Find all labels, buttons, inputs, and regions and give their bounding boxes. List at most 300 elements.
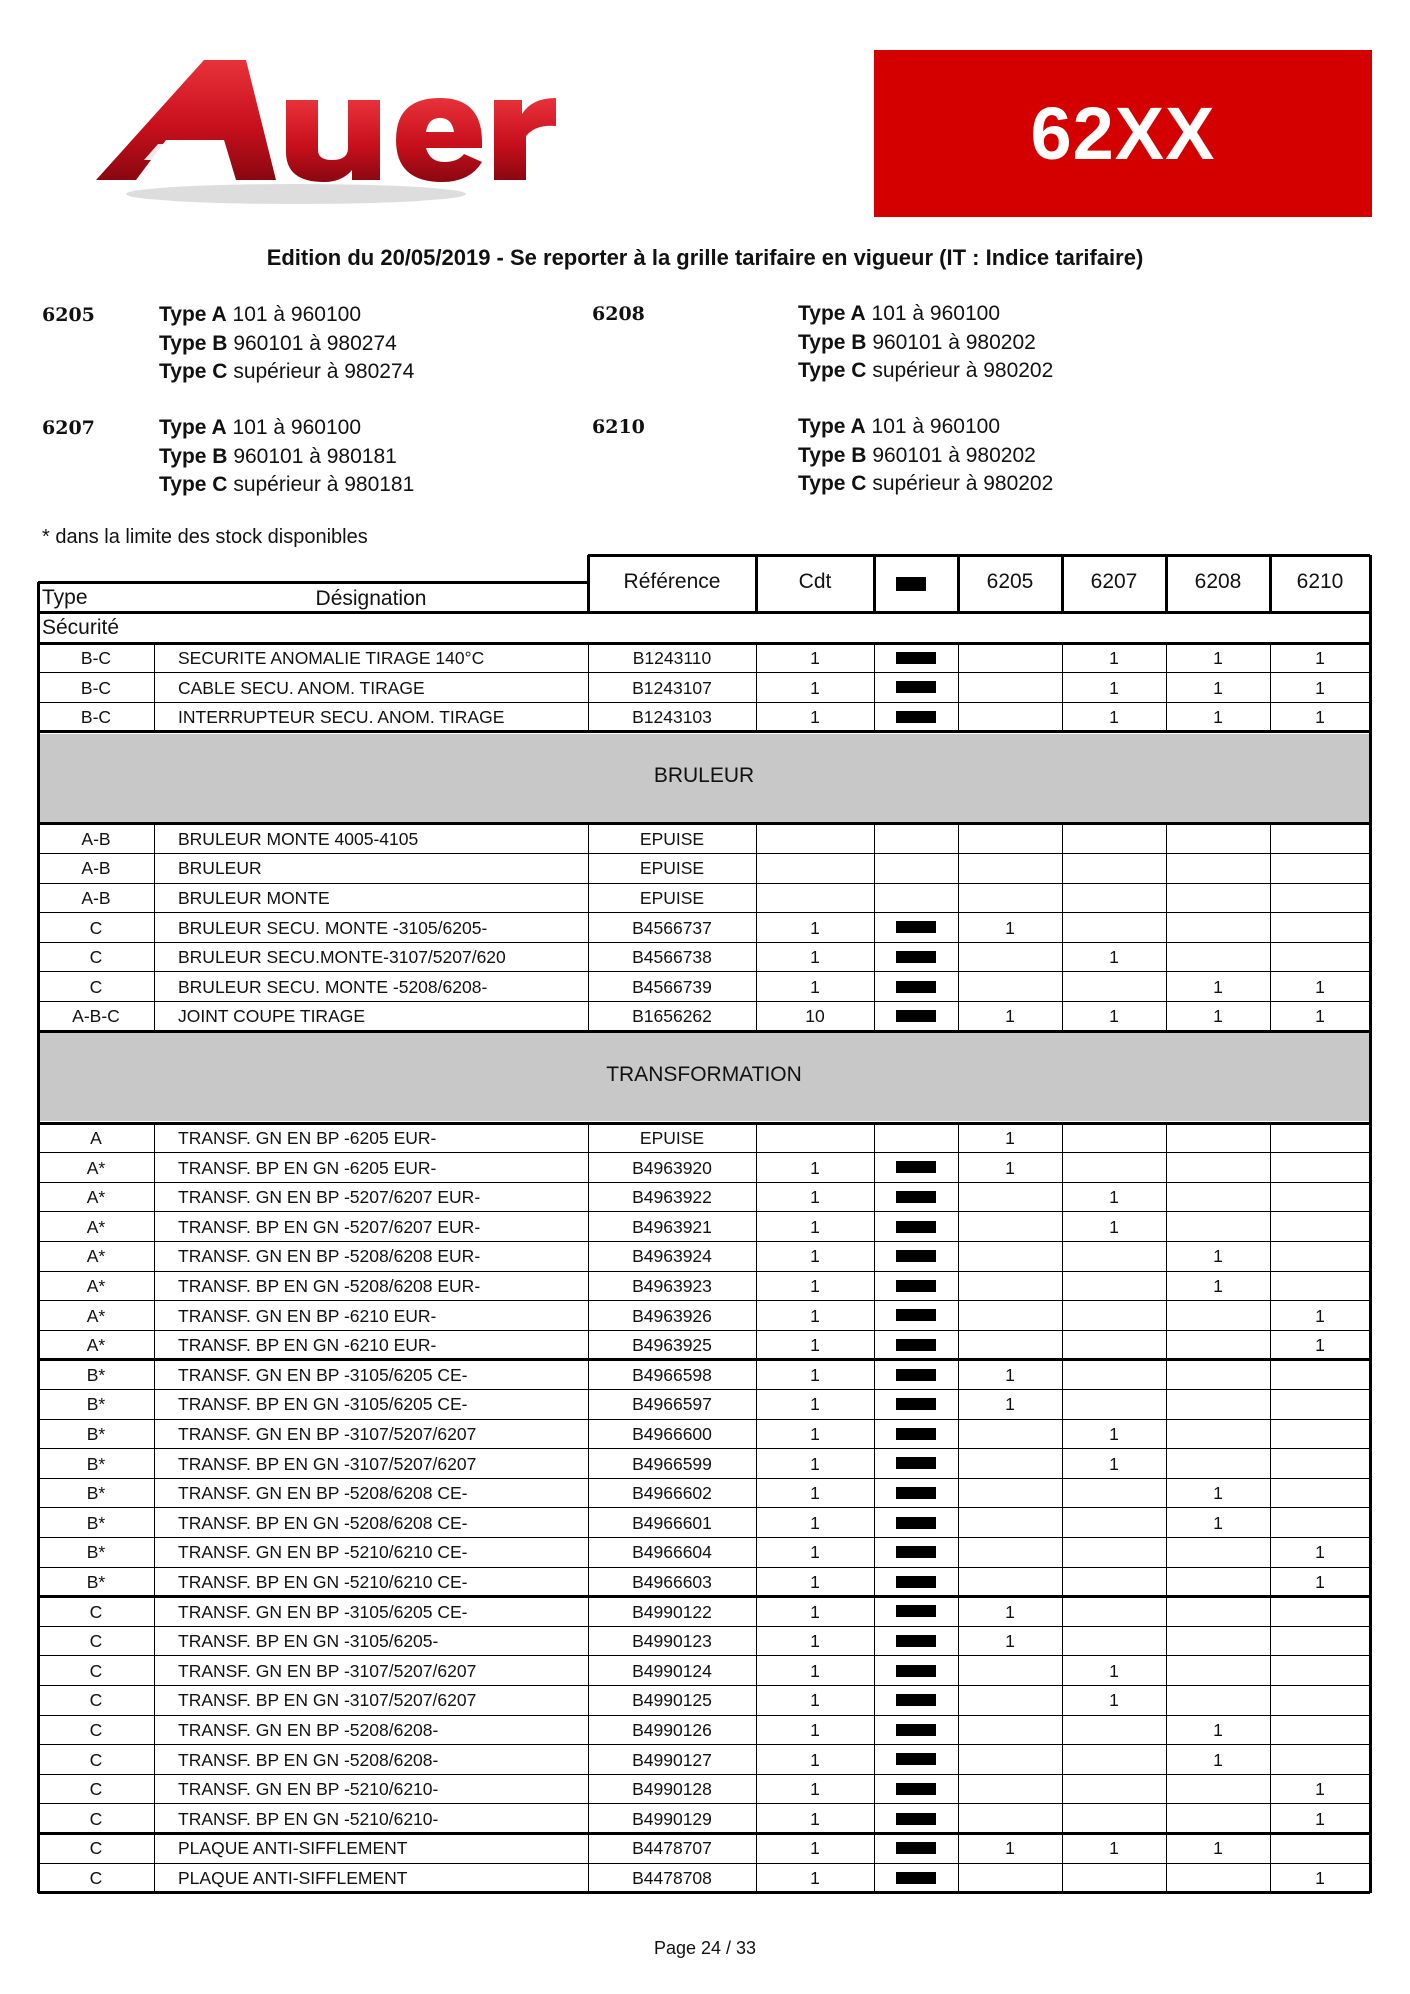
table-rule	[1369, 555, 1372, 612]
table-cell-designation: TRANSF. BP EN GN -5208/6208-	[178, 1749, 439, 1770]
table-rule	[588, 554, 1370, 557]
swatch-mark	[896, 1694, 936, 1706]
table-cell-cdt: 1	[810, 1690, 820, 1711]
type-line: Type B 960101 à 980274	[159, 331, 397, 355]
table-cell-m6205: 1	[1005, 1394, 1015, 1415]
table-cell-m6208: 1	[1213, 1006, 1223, 1027]
table-cell-cdt: 1	[810, 1187, 820, 1208]
table-rule	[756, 643, 757, 732]
table-cell-cdt: 1	[810, 1335, 820, 1356]
table-cell-m6210: 1	[1315, 1779, 1325, 1800]
table-cell-designation: TRANSF. BP EN GN -3105/6205 CE-	[178, 1394, 468, 1415]
table-rule	[1166, 643, 1167, 732]
table-cell-reference: B4966600	[632, 1424, 712, 1444]
header-swatch	[896, 577, 926, 591]
table-cell-reference: B1656262	[632, 1006, 712, 1027]
header-type: Type	[42, 586, 88, 609]
table-cell-m6208: 1	[1213, 707, 1223, 728]
table-rule	[38, 942, 1370, 943]
table-rule	[38, 1832, 1370, 1835]
table-rule	[38, 1537, 1370, 1538]
table-cell-m6210: 1	[1315, 1868, 1325, 1888]
table-cell-reference: B4963925	[632, 1335, 712, 1356]
table-cell-m6207: 1	[1109, 1690, 1119, 1711]
table-cell-m6207: 1	[1109, 1660, 1119, 1681]
table-cell-type: C	[89, 1838, 103, 1859]
table-cell-type: B*	[86, 1394, 106, 1415]
type-line: Type C supérieur à 980202	[798, 359, 1054, 382]
table-cell-m6208: 1	[1213, 1246, 1223, 1267]
type-line: Type B 960101 à 980202	[798, 330, 1036, 354]
type-line: Type A 101 à 960100	[798, 302, 1000, 325]
table-cell-designation: INTERRUPTEUR SECU. ANOM. TIRAGE	[178, 707, 505, 728]
swatch-mark	[896, 1398, 936, 1410]
table-cell-type: C	[89, 947, 103, 968]
table-cell-cdt: 1	[810, 1572, 820, 1592]
table-cell-reference: B4963924	[632, 1246, 712, 1267]
swatch-mark	[896, 1605, 936, 1617]
table-cell-cdt: 10	[805, 1006, 825, 1027]
table-rule	[588, 1123, 589, 1893]
table-cell-type: C	[89, 1779, 103, 1800]
table-cell-type: A*	[86, 1335, 106, 1356]
table-cell-cdt: 1	[810, 976, 820, 997]
table-cell-m6210: 1	[1315, 1305, 1325, 1326]
table-cell-cdt: 1	[810, 1157, 820, 1178]
table-cell-m6207: 1	[1109, 1216, 1119, 1237]
table-cell-reference: EPUISE	[639, 888, 705, 908]
table-rule	[37, 582, 40, 612]
type-line: Type C supérieur à 980202	[798, 472, 1054, 495]
table-cell-type: A*	[86, 1157, 106, 1178]
swatch-mark	[896, 1250, 936, 1262]
table-cell-designation: TRANSF. GN EN BP -5208/6208 EUR-	[178, 1246, 481, 1267]
table-cell-reference: B4963922	[632, 1187, 712, 1208]
table-cell-m6205: 1	[1005, 1838, 1015, 1859]
table-cell-m6205: 1	[1005, 1364, 1015, 1385]
table-cell-type: C	[89, 1601, 103, 1622]
table-rule	[154, 643, 155, 732]
table-cell-m6210: 1	[1315, 976, 1325, 997]
table-cell-m6208: 1	[1213, 976, 1223, 997]
model-box	[874, 50, 1372, 217]
table-cell-designation: CABLE SECU. ANOM. TIRAGE	[178, 677, 425, 698]
table-cell-cdt: 1	[810, 1483, 820, 1504]
table-rule	[38, 1891, 1370, 1894]
table-cell-designation: TRANSF. GN EN BP -3107/5207/6207	[178, 1660, 477, 1681]
table-rule	[38, 1358, 1370, 1361]
table-rule	[1270, 1123, 1271, 1893]
table-cell-type: B-C	[80, 707, 112, 728]
swatch-mark	[896, 1191, 936, 1203]
table-cell-type: A*	[86, 1305, 106, 1326]
table-cell-reference: B1243103	[632, 707, 712, 728]
table-rule	[1062, 1123, 1063, 1893]
table-rule	[38, 642, 1370, 645]
table-rule	[756, 1123, 757, 1893]
table-cell-type: C	[89, 1749, 103, 1770]
table-cell-m6208: 1	[1213, 648, 1223, 668]
table-cell-type: B*	[86, 1453, 106, 1474]
table-cell-type: B*	[86, 1542, 106, 1563]
model-code: 6210	[592, 416, 645, 438]
table-rule	[874, 824, 875, 1031]
table-rule	[38, 1300, 1370, 1301]
table-cell-m6205: 1	[1005, 1128, 1015, 1148]
table-cell-m6205: 1	[1005, 917, 1015, 938]
table-cell-type: C	[89, 1631, 103, 1652]
table-cell-reference: B4566738	[632, 947, 712, 968]
model-box-label: 62XX	[1030, 92, 1216, 175]
table-cell-m6207: 1	[1109, 1424, 1119, 1444]
table-cell-designation: BRULEUR SECU. MONTE -5208/6208-	[178, 976, 488, 997]
table-cell-reference: B4966597	[632, 1394, 712, 1415]
table-cell-cdt: 1	[810, 1749, 820, 1770]
swatch-mark	[896, 1872, 936, 1884]
table-cell-m6205: 1	[1005, 1601, 1015, 1622]
table-cell-cdt: 1	[810, 1305, 820, 1326]
table-rule	[1270, 824, 1271, 1031]
table-cell-reference: EPUISE	[639, 828, 705, 849]
table-cell-reference: B4966604	[632, 1542, 712, 1563]
table-rule	[588, 824, 589, 1031]
table-cell-designation: TRANSF. GN EN BP -5210/6210 CE-	[178, 1542, 468, 1563]
table-cell-m6208: 1	[1213, 1749, 1223, 1770]
table-cell-cdt: 1	[810, 1453, 820, 1474]
auer-logo	[96, 52, 576, 212]
swatch-mark	[896, 1635, 936, 1647]
table-rule	[1062, 643, 1063, 732]
table-rule	[1270, 643, 1271, 732]
table-cell-m6208: 1	[1213, 1512, 1223, 1533]
table-cell-cdt: 1	[810, 1838, 820, 1859]
table-cell-reference: EPUISE	[639, 858, 705, 879]
table-cell-reference: B4990124	[632, 1660, 712, 1681]
swatch-mark	[896, 1487, 936, 1499]
table-cell-m6210: 1	[1315, 1006, 1325, 1027]
table-rule	[1269, 555, 1272, 612]
swatch-mark	[896, 1339, 936, 1351]
swatch-mark	[896, 1428, 936, 1440]
table-cell-cdt: 1	[810, 917, 820, 938]
table-rule	[37, 612, 40, 1893]
model-code: 6208	[592, 303, 645, 325]
table-cell-designation: TRANSF. GN EN BP -5208/6208-	[178, 1720, 439, 1740]
table-cell-type: C	[89, 1808, 103, 1829]
table-cell-designation: TRANSF. GN EN BP -6210 EUR-	[178, 1305, 437, 1326]
table-cell-reference: B4990122	[632, 1601, 712, 1622]
auer-logo-mark	[96, 52, 576, 212]
table-cell-designation: TRANSF. GN EN BP -3105/6205 CE-	[178, 1364, 468, 1385]
table-rule	[154, 824, 155, 1031]
table-cell-cdt: 1	[810, 1364, 820, 1385]
stock-note: * dans la limite des stock disponibles	[42, 526, 368, 548]
swatch-mark	[896, 1280, 936, 1292]
table-cell-designation: TRANSF. BP EN GN -3105/6205-	[178, 1631, 439, 1652]
table-rule	[1165, 555, 1168, 612]
table-cell-type: A-B	[81, 828, 111, 849]
swatch-mark	[896, 1576, 936, 1588]
table-cell-reference: B4966599	[632, 1453, 712, 1474]
table-rule	[38, 1241, 1370, 1242]
table-cell-designation: TRANSF. BP EN GN -5207/6207 EUR-	[178, 1216, 481, 1237]
swatch-mark	[896, 1221, 936, 1233]
table-cell-type: B*	[86, 1364, 106, 1385]
table-cell-m6210: 1	[1315, 1808, 1325, 1829]
table-cell-m6207: 1	[1109, 707, 1119, 728]
table-cell-type: C	[89, 1720, 103, 1740]
table-rule	[874, 1123, 875, 1893]
table-cell-designation: PLAQUE ANTI-SIFFLEMENT	[178, 1838, 408, 1859]
table-rule	[958, 643, 959, 732]
table-rule	[756, 824, 757, 1031]
table-rule	[588, 643, 589, 732]
header-6205: 6205	[986, 570, 1034, 593]
table-cell-reference: B4478708	[632, 1868, 712, 1888]
table-rule	[38, 1803, 1370, 1804]
table-cell-type: A*	[86, 1246, 106, 1267]
table-cell-m6210: 1	[1315, 1542, 1325, 1563]
edition-line: Edition du 20/05/2019 - Se reporter à la grille tarifaire en vigueur (IT : Indice tarifaire)	[266, 245, 1144, 270]
table-cell-m6207: 1	[1109, 677, 1119, 698]
table-cell-designation: BRULEUR SECU.MONTE-3107/5207/620	[178, 947, 506, 968]
table-rule	[755, 555, 758, 612]
swatch-mark	[896, 1783, 936, 1795]
header-designation: Désignation	[315, 587, 427, 610]
table-cell-type: C	[89, 917, 103, 938]
swatch-mark	[896, 1517, 936, 1529]
table-cell-cdt: 1	[810, 947, 820, 968]
table-rule	[38, 1626, 1370, 1627]
table-cell-type: B-C	[80, 677, 112, 698]
table-cell-designation: JOINT COUPE TIRAGE	[178, 1006, 366, 1027]
table-cell-cdt: 1	[810, 1512, 820, 1533]
table-cell-reference: EPUISE	[639, 1128, 705, 1148]
swatch-mark	[896, 1161, 936, 1173]
table-cell-designation: TRANSF. GN EN BP -6205 EUR-	[178, 1128, 437, 1148]
type-line: Type C supérieur à 980181	[159, 473, 415, 496]
table-cell-type: B*	[86, 1483, 106, 1504]
table-rule	[38, 1595, 1370, 1598]
table-rule	[1061, 555, 1064, 612]
swatch-mark	[896, 1010, 936, 1022]
table-cell-m6208: 1	[1213, 1483, 1223, 1504]
table-rule	[874, 643, 875, 732]
table-rule	[38, 1744, 1370, 1745]
table-rule	[38, 883, 1370, 884]
table-cell-cdt: 1	[810, 1868, 820, 1888]
table-rule	[1062, 824, 1063, 1031]
table-cell-cdt: 1	[810, 1246, 820, 1267]
table-rule	[38, 1419, 1370, 1420]
table-cell-type: A-B	[81, 858, 111, 879]
table-cell-m6207: 1	[1109, 947, 1119, 968]
swatch-mark	[896, 1546, 936, 1558]
type-line: Type A 101 à 960100	[159, 416, 361, 439]
swatch-mark	[896, 1457, 936, 1469]
table-rule	[38, 1389, 1370, 1390]
table-cell-m6208: 1	[1213, 1720, 1223, 1740]
table-cell-type: B-C	[80, 648, 112, 668]
section-title: TRANSFORMATION	[606, 1063, 802, 1086]
table-rule	[38, 1507, 1370, 1508]
table-cell-cdt: 1	[810, 648, 820, 668]
table-rule	[38, 1152, 1370, 1153]
swatch-mark	[896, 1369, 936, 1381]
header-6210: 6210	[1296, 570, 1344, 593]
table-cell-designation: BRULEUR MONTE	[178, 888, 330, 908]
swatch-mark	[896, 1753, 936, 1765]
table-rule	[38, 702, 1370, 703]
table-cell-designation: TRANSF. BP EN GN -6210 EUR-	[178, 1335, 437, 1356]
table-rule	[38, 672, 1370, 673]
table-rule	[154, 1123, 155, 1893]
table-cell-m6207: 1	[1109, 1838, 1119, 1859]
table-rule	[38, 912, 1370, 913]
section-title: BRULEUR	[653, 763, 755, 787]
table-cell-type: C	[89, 976, 103, 997]
table-cell-m6207: 1	[1109, 1006, 1119, 1027]
table-cell-designation: TRANSF. BP EN GN -3107/5207/6207	[178, 1690, 477, 1711]
table-rule	[38, 1330, 1370, 1331]
table-cell-m6210: 1	[1315, 1572, 1325, 1592]
swatch-mark	[896, 1665, 936, 1677]
table-cell-m6210: 1	[1315, 648, 1325, 668]
table-cell-reference: B4963920	[632, 1157, 712, 1178]
header-reference: Référence	[623, 570, 721, 593]
table-cell-cdt: 1	[810, 1216, 820, 1237]
table-rule	[38, 1448, 1370, 1449]
table-cell-type: A-B	[81, 888, 111, 908]
table-cell-m6208: 1	[1213, 1838, 1223, 1859]
table-rule	[38, 1685, 1370, 1686]
table-cell-designation: TRANSF. BP EN GN -5210/6210-	[178, 1808, 439, 1829]
table-rule	[38, 581, 588, 584]
table-rule	[38, 822, 1370, 825]
table-cell-cdt: 1	[810, 707, 820, 728]
table-cell-cdt: 1	[810, 1808, 820, 1829]
table-cell-designation: BRULEUR MONTE 4005-4105	[178, 828, 419, 849]
table-cell-type: B*	[86, 1512, 106, 1533]
table-cell-m6207: 1	[1109, 1453, 1119, 1474]
table-rule	[38, 1001, 1370, 1002]
table-rule	[587, 555, 590, 612]
table-cell-cdt: 1	[810, 1394, 820, 1415]
type-line: Type B 960101 à 980202	[798, 443, 1036, 467]
table-cell-m6208: 1	[1213, 677, 1223, 698]
table-rule	[958, 1123, 959, 1893]
table-cell-type: A*	[86, 1276, 106, 1296]
table-cell-reference: B4990128	[632, 1779, 712, 1800]
table-cell-type: A-B-C	[72, 1006, 120, 1027]
table-cell-m6210: 1	[1315, 1335, 1325, 1356]
table-rule	[38, 1655, 1370, 1656]
table-cell-designation: TRANSF. BP EN GN -5208/6208 EUR-	[178, 1276, 481, 1296]
table-rule	[38, 1211, 1370, 1212]
table-rule	[1166, 824, 1167, 1031]
table-rule	[38, 853, 1370, 854]
table-rule	[38, 1567, 1370, 1568]
table-cell-cdt: 1	[810, 1720, 820, 1740]
table-cell-reference: B4966598	[632, 1364, 712, 1385]
table-rule	[38, 1182, 1370, 1183]
table-cell-type: C	[89, 1690, 103, 1711]
table-cell-designation: SECURITE ANOMALIE TIRAGE 140°C	[178, 648, 485, 668]
swatch-mark	[896, 681, 936, 693]
table-cell-reference: B4966603	[632, 1572, 712, 1592]
table-rule	[1166, 1123, 1167, 1893]
table-cell-cdt: 1	[810, 1542, 820, 1563]
type-line: Type B 960101 à 980181	[159, 444, 397, 468]
table-cell-designation: TRANSF. GN EN BP -3107/5207/6207	[178, 1424, 477, 1444]
header-6207: 6207	[1090, 570, 1138, 593]
page-number: Page 24 / 33	[653, 1938, 757, 1958]
table-cell-reference: B1243110	[632, 648, 712, 668]
table-cell-designation: TRANSF. GN EN BP -5210/6210-	[178, 1779, 439, 1800]
table-cell-designation: BRULEUR SECU. MONTE -3105/6205-	[178, 917, 488, 938]
table-cell-designation: TRANSF. GN EN BP -5208/6208 CE-	[178, 1483, 468, 1504]
table-rule	[38, 1271, 1370, 1272]
table-cell-cdt: 1	[810, 1424, 820, 1444]
table-rule	[957, 555, 960, 612]
table-cell-reference: B4990126	[632, 1720, 712, 1740]
table-cell-reference: B4478707	[632, 1838, 712, 1859]
table-cell-reference: B4966601	[632, 1512, 712, 1533]
table-cell-m6207: 1	[1109, 648, 1119, 668]
swatch-mark	[896, 981, 936, 993]
table-cell-m6207: 1	[1109, 1187, 1119, 1208]
table-cell-reference: B4963926	[632, 1305, 712, 1326]
table-cell-m6208: 1	[1213, 1276, 1223, 1296]
table-cell-designation: BRULEUR	[178, 858, 262, 879]
table-cell-reference: B4963921	[632, 1216, 712, 1237]
table-cell-m6210: 1	[1315, 677, 1325, 698]
table-cell-designation: TRANSF. BP EN GN -5210/6210 CE-	[178, 1572, 468, 1592]
table-rule	[958, 824, 959, 1031]
swatch-mark	[896, 1724, 936, 1736]
table-cell-designation: TRANSF. BP EN GN -3107/5207/6207	[178, 1453, 477, 1474]
swatch-mark	[896, 951, 936, 963]
table-rule	[38, 1863, 1370, 1864]
table-cell-type: B*	[86, 1572, 106, 1592]
table-rule	[38, 1774, 1370, 1775]
table-cell-type: A*	[86, 1187, 106, 1208]
table-rule	[38, 1478, 1370, 1479]
swatch-mark	[896, 1842, 936, 1854]
table-cell-m6205: 1	[1005, 1157, 1015, 1178]
table-cell-designation: PLAQUE ANTI-SIFFLEMENT	[178, 1868, 408, 1888]
table-cell-designation: TRANSF. GN EN BP -3105/6205 CE-	[178, 1601, 468, 1622]
table-cell-designation: TRANSF. GN EN BP -5207/6207 EUR-	[178, 1187, 481, 1208]
table-cell-m6205: 1	[1005, 1631, 1015, 1652]
table-cell-type: B*	[86, 1424, 106, 1444]
table-cell-reference: B4966602	[632, 1483, 712, 1504]
table-cell-reference: B4990125	[632, 1690, 712, 1711]
table-rule	[38, 1715, 1370, 1716]
table-cell-reference: B1243107	[632, 677, 712, 698]
swatch-mark	[896, 652, 936, 664]
type-line: Type A 101 à 960100	[798, 415, 1000, 438]
table-cell-reference: B4963923	[632, 1276, 712, 1296]
table-cell-type: C	[89, 1660, 103, 1681]
swatch-mark	[896, 711, 936, 723]
header-cdt: Cdt	[798, 570, 832, 593]
table-rule	[38, 971, 1370, 972]
table-rule	[38, 1122, 1370, 1125]
table-cell-cdt: 1	[810, 1779, 820, 1800]
table-cell-type: C	[89, 1868, 103, 1888]
model-code: 6205	[42, 304, 95, 326]
